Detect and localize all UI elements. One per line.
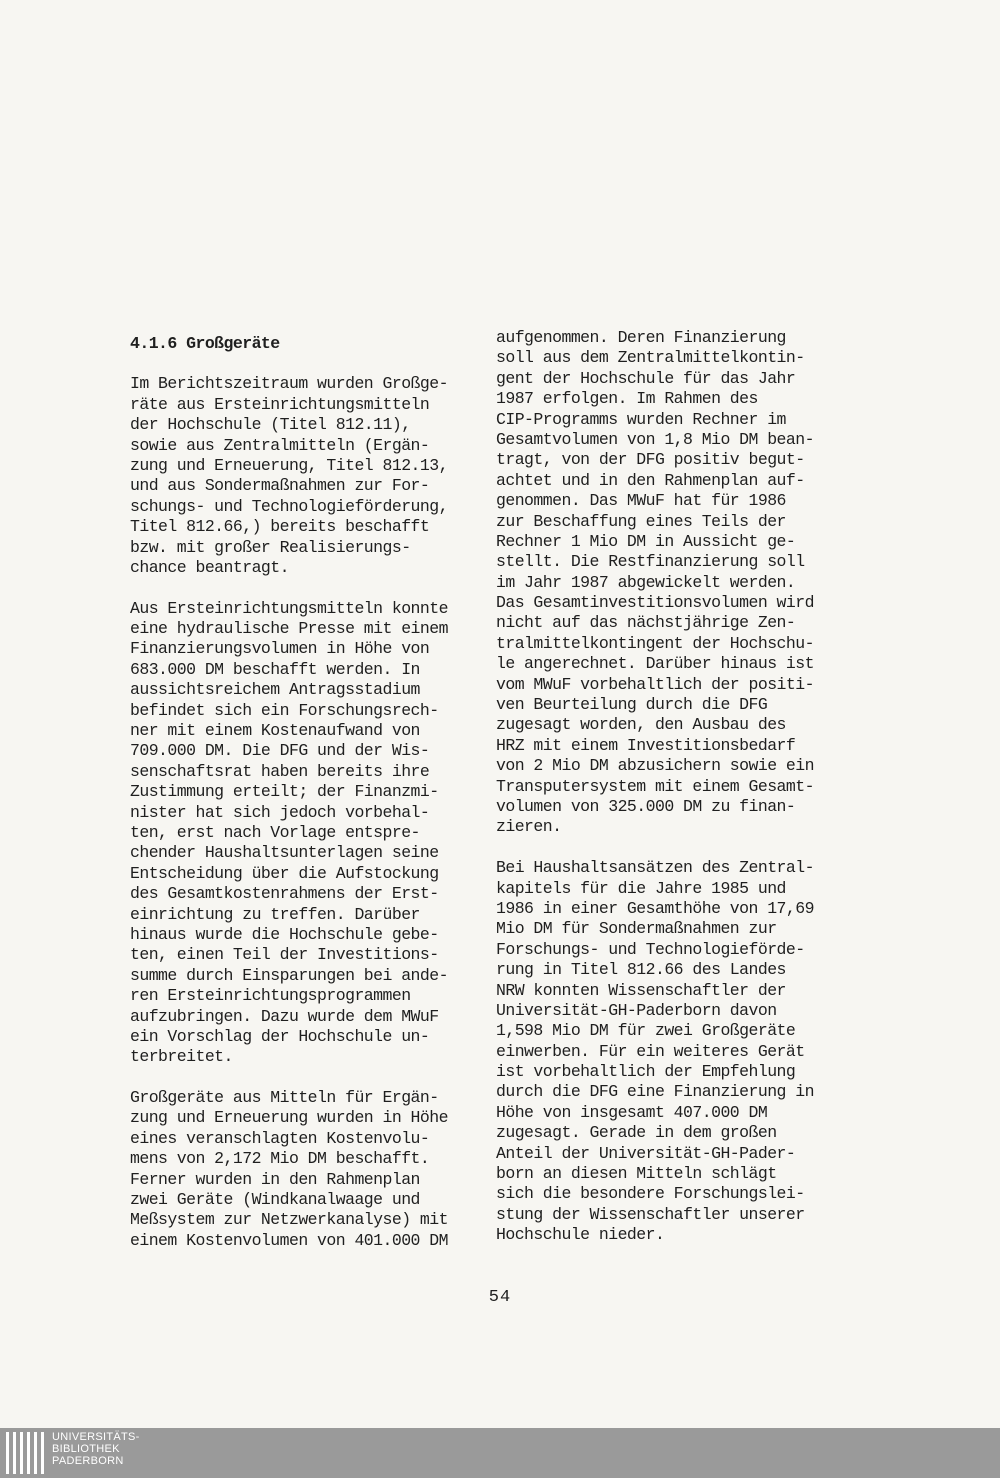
left-paragraphs bbox=[130, 374, 495, 1251]
text-line: ten, einen Teil der Investitions- bbox=[130, 945, 439, 965]
text-line: eine hydraulische Presse mit einem bbox=[130, 619, 448, 639]
text-line: ein Vorschlag der Hochschule un- bbox=[130, 1026, 430, 1046]
text-line: Bei Haushaltsansätzen des Zentral- bbox=[496, 858, 814, 878]
text-line: born an diesen Mitteln schlägt bbox=[496, 1164, 777, 1184]
text-line: tralmittelkontingent der Hochschu- bbox=[496, 633, 814, 653]
text-line: Rechner 1 Mio DM in Aussicht ge- bbox=[496, 531, 796, 551]
text-line: ist vorbehaltlich der Empfehlung bbox=[496, 1062, 796, 1082]
text-line: sowie aus Zentralmitteln (Ergän- bbox=[130, 435, 430, 455]
text-line: zugesagt worden, den Ausbau des bbox=[496, 715, 786, 735]
text-line: stellt. Die Restfinanzierung soll bbox=[496, 552, 805, 572]
library-footer-bar bbox=[0, 1428, 1000, 1478]
text-line: soll aus dem Zentralmittelkontin- bbox=[496, 348, 805, 368]
text-line: bzw. mit großer Realisierungs- bbox=[130, 537, 411, 557]
text-line: Ferner wurden in den Rahmenplan bbox=[130, 1169, 420, 1189]
text-line: NRW konnten Wissenschaftler der bbox=[496, 980, 786, 1000]
text-line: ren Ersteinrichtungsprogrammen bbox=[130, 986, 411, 1006]
text-line: von 2 Mio DM abzusichern sowie ein bbox=[496, 756, 814, 776]
text-line: nicht auf das nächstjährige Zen- bbox=[496, 613, 796, 633]
text-line: Meßsystem zur Netzwerkanalyse) mit bbox=[130, 1210, 448, 1230]
text-line: räte aus Ersteinrichtungsmitteln bbox=[130, 394, 430, 414]
text-line: terbreitet. bbox=[130, 1047, 233, 1067]
text-line: nister hat sich jedoch vorbehal- bbox=[130, 802, 430, 822]
paragraph bbox=[496, 328, 861, 838]
text-line: zugesagt. Gerade in dem großen bbox=[496, 1123, 777, 1143]
text-line: Das Gesamtinvestitionsvolumen wird bbox=[496, 593, 814, 613]
text-line: durch die DFG eine Finanzierung in bbox=[496, 1082, 814, 1102]
text-line: zwei Geräte (Windkanalwaage und bbox=[130, 1190, 420, 1210]
text-line: HRZ mit einem Investitionsbedarf bbox=[496, 735, 796, 755]
text-line: zur Beschaffung eines Teils der bbox=[496, 511, 786, 531]
text-line: Zustimmung erteilt; der Finanzmi- bbox=[130, 782, 439, 802]
text-line: der Hochschule (Titel 812.11), bbox=[130, 415, 411, 435]
right-paragraphs bbox=[496, 328, 861, 1246]
text-line: aufzubringen. Dazu wurde dem MWuF bbox=[130, 1006, 439, 1026]
text-line: eines veranschlagten Kostenvolu- bbox=[130, 1128, 430, 1148]
text-line: Anteil der Universität-GH-Pader- bbox=[496, 1143, 796, 1163]
text-line: ven Beurteilung durch die DFG bbox=[496, 695, 768, 715]
text-line: des Gesamtkostenrahmens der Erst- bbox=[130, 884, 439, 904]
text-line: Forschungs- und Technologieförde- bbox=[496, 939, 805, 959]
text-line: vom MWuF vorbehaltlich der positi- bbox=[496, 674, 814, 694]
paragraph bbox=[130, 599, 495, 1068]
library-logo-icon bbox=[6, 1432, 44, 1474]
text-line: zieren. bbox=[496, 817, 562, 837]
text-line: CIP-Programms wurden Rechner im bbox=[496, 409, 786, 429]
page-number: 54 bbox=[488, 1288, 512, 1307]
text-line: schungs- und Technologieförderung, bbox=[130, 496, 448, 516]
text-line: ten, erst nach Vorlage entspre- bbox=[130, 822, 420, 842]
text-line: einwerben. Für ein weiteres Gerät bbox=[496, 1041, 805, 1061]
text-line: stung der Wissenschaftler unserer bbox=[496, 1204, 805, 1224]
text-line: einem Kostenvolumen von 401.000 DM bbox=[130, 1230, 448, 1250]
text-line: Im Berichtszeitraum wurden Großge- bbox=[130, 374, 448, 394]
text-line: Höhe von insgesamt 407.000 DM bbox=[496, 1102, 768, 1122]
text-line: volumen von 325.000 DM zu finan- bbox=[496, 796, 796, 816]
paragraph bbox=[496, 858, 861, 1245]
text-line: im Jahr 1987 abgewickelt werden. bbox=[496, 572, 796, 592]
text-line: befindet sich ein Forschungsrech- bbox=[130, 700, 439, 720]
text-line: Mio DM für Sondermaßnahmen zur bbox=[496, 919, 777, 939]
text-line: sich die besondere Forschungslei- bbox=[496, 1184, 805, 1204]
text-line: tragt, von der DFG positiv begut- bbox=[496, 450, 805, 470]
text-line: aussichtsreichem Antragsstadium bbox=[130, 680, 420, 700]
text-line: Hochschule nieder. bbox=[496, 1225, 665, 1245]
paragraph bbox=[130, 374, 495, 578]
text-line: 709.000 DM. Die DFG und der Wis- bbox=[130, 741, 430, 761]
text-line: Universität-GH-Paderborn davon bbox=[496, 1000, 777, 1020]
text-line: Finanzierungsvolumen in Höhe von bbox=[130, 639, 430, 659]
text-line: 1,598 Mio DM für zwei Großgeräte bbox=[496, 1021, 796, 1041]
library-logo-text bbox=[52, 1431, 140, 1467]
text-line: senschaftsrat haben bereits ihre bbox=[130, 761, 430, 781]
text-line: Aus Ersteinrichtungsmitteln konnte bbox=[130, 598, 448, 618]
left-column bbox=[130, 334, 495, 1272]
text-line: genommen. Das MWuF hat für 1986 bbox=[496, 491, 786, 511]
text-line: 1986 in einer Gesamthöhe von 17,69 bbox=[496, 898, 814, 918]
text-line: zung und Erneuerung wurden in Höhe bbox=[130, 1108, 448, 1128]
text-line: Titel 812.66,) bereits beschafft bbox=[130, 517, 430, 537]
text-line: Großgeräte aus Mitteln für Ergän- bbox=[130, 1088, 439, 1108]
text-line: 683.000 DM beschafft werden. In bbox=[130, 659, 420, 679]
text-line: rung in Titel 812.66 des Landes bbox=[496, 960, 786, 980]
logo-line: BIBLIOTHEK bbox=[52, 1443, 120, 1455]
text-line: aufgenommen. Deren Finanzierung bbox=[496, 328, 786, 347]
right-column bbox=[496, 328, 861, 1266]
logo-line: UNIVERSITÄTS- bbox=[52, 1431, 140, 1443]
text-line: achtet und in den Rahmenplan auf- bbox=[496, 470, 805, 490]
text-line: einrichtung zu treffen. Darüber bbox=[130, 904, 420, 924]
text-line: gent der Hochschule für das Jahr bbox=[496, 368, 796, 388]
text-line: Entscheidung über die Aufstockung bbox=[130, 863, 439, 883]
section-heading: 4.1.6 Großgeräte bbox=[130, 334, 280, 353]
logo-line: PADERBORN bbox=[52, 1455, 124, 1467]
text-line: mens von 2,172 Mio DM beschafft. bbox=[130, 1149, 430, 1169]
text-line: chance beantragt. bbox=[130, 557, 289, 577]
paragraph bbox=[130, 1088, 495, 1251]
text-line: Gesamtvolumen von 1,8 Mio DM bean- bbox=[496, 429, 814, 449]
text-line: 1987 erfolgen. Im Rahmen des bbox=[496, 389, 758, 409]
text-line: summe durch Einsparungen bei ande- bbox=[130, 965, 448, 985]
text-line: kapitels für die Jahre 1985 und bbox=[496, 878, 786, 898]
text-line: ner mit einem Kostenaufwand von bbox=[130, 721, 420, 741]
text-line: hinaus wurde die Hochschule gebe- bbox=[130, 924, 439, 944]
text-line: zung und Erneuerung, Titel 812.13, bbox=[130, 455, 448, 475]
text-line: le angerechnet. Darüber hinaus ist bbox=[496, 654, 814, 674]
text-line: und aus Sondermaßnahmen zur For- bbox=[130, 476, 430, 496]
text-line: chender Haushaltsunterlagen seine bbox=[130, 843, 439, 863]
text-line: Transputersystem mit einem Gesamt- bbox=[496, 776, 814, 796]
